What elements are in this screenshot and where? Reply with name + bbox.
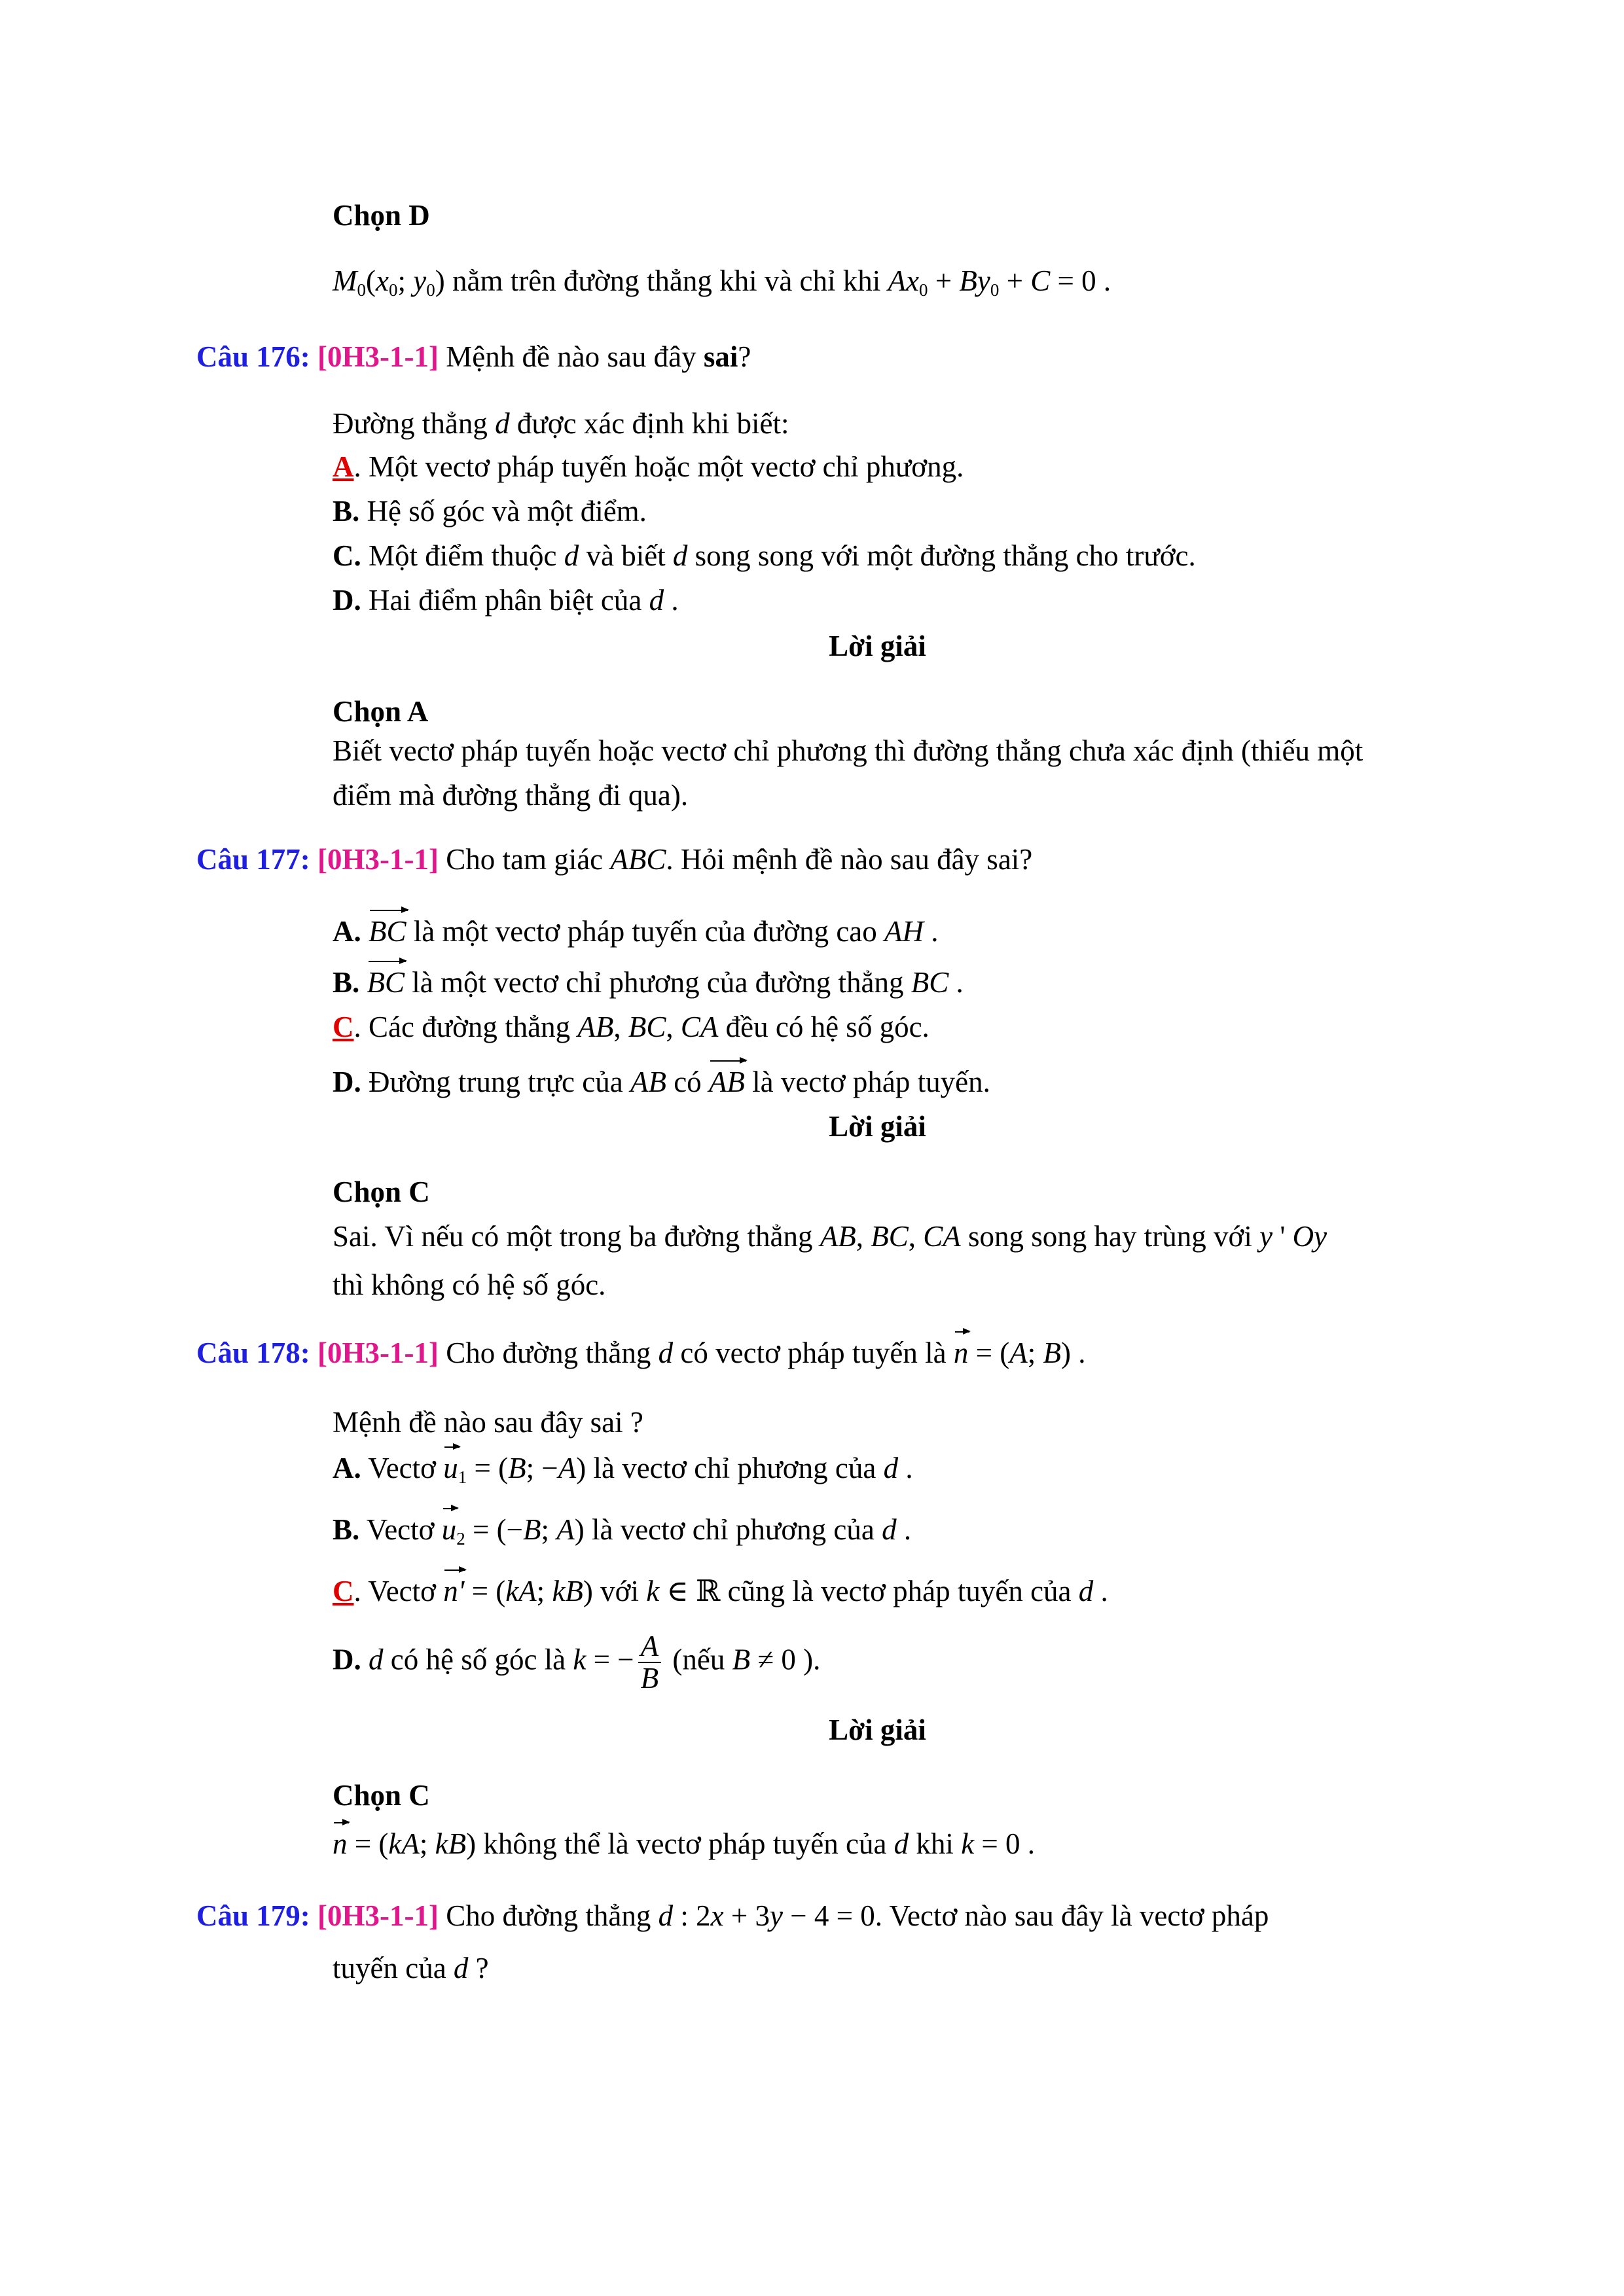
option-d: D. d có hệ số góc là k = − $\frac{A}{B}$ (nếu B ≠ 0 ). — [333, 1630, 821, 1695]
question-tag: [0H3-1-1] — [317, 1336, 439, 1369]
question-177-stem: Câu 177: [0H3-1-1] Cho tam giác ABC. Hỏi mệnh đề nào sau đây sai? — [196, 843, 1033, 876]
choose-answer: Chọn D — [333, 199, 430, 232]
question-tag: [0H3-1-1] — [317, 1899, 439, 1932]
question-label: Câu 179: — [196, 1899, 310, 1932]
question-label: Câu 178: — [196, 1336, 310, 1369]
explanation-cont: thì không có hệ số góc. — [333, 1268, 606, 1301]
question-label: Câu 177: — [196, 843, 310, 876]
question-176-intro: Đường thẳng d được xác định khi biết: — [333, 407, 789, 440]
option-a: A. BC là một vectơ pháp tuyến của đường cao AH . — [333, 915, 939, 948]
question-178-prompt: Mệnh đề nào sau đây sai ? — [333, 1406, 643, 1439]
option-c: C. Các đường thẳng AB, BC, CA đều có hệ số góc. — [333, 1011, 929, 1043]
choose-answer: Chọn A — [333, 695, 429, 728]
option-b: B. BC là một vectơ chỉ phương của đường thẳng BC . — [333, 966, 964, 999]
question-176-stem: Câu 176: [0H3-1-1] Mệnh đề nào sau đây sai? — [196, 340, 751, 373]
option-c: C. Vectơ n' = (kA; kB) với k ∈ ℝ cũng là vectơ pháp tuyến của d . — [333, 1575, 1108, 1607]
choose-answer: Chọn C — [333, 1779, 430, 1812]
question-179-stem-cont: tuyến của d ? — [333, 1952, 489, 1984]
explanation: n = (kA; kB) không thể là vectơ pháp tuyến của d khi k = 0 . — [333, 1827, 1036, 1860]
condition-line: $M_0(x_0$; $y_0$) nằm trên đường thẳng khi và chỉ khi $Ax_0 + By_0 + C = 0$ . — [333, 264, 1111, 300]
option-d: D. Đường trung trực của AB có AB là vectơ pháp tuyến. — [333, 1066, 990, 1098]
solution-heading: Lời giải — [829, 630, 926, 662]
option-b: B. Hệ số góc và một điểm. — [333, 495, 647, 528]
question-178-stem: Câu 178: [0H3-1-1] Cho đường thẳng d có vectơ pháp tuyến là n = (A; B) . — [196, 1336, 1086, 1369]
option-c: C. Một điểm thuộc d và biết d song song với một đường thẳng cho trước. — [333, 539, 1196, 572]
choose-answer: Chọn C — [333, 1175, 430, 1208]
solution-heading: Lời giải — [829, 1713, 926, 1746]
option-d: D. Hai điểm phân biệt của d . — [333, 584, 679, 617]
question-tag: [0H3-1-1] — [317, 843, 439, 876]
question-179-stem: Câu 179: [0H3-1-1] Cho đường thẳng d : 2x + 3y − 4 = 0. Vectơ nào sau đây là vectơ pháp — [196, 1899, 1269, 1932]
explanation: Biết vectơ pháp tuyến hoặc vectơ chỉ phương thì đường thẳng chưa xác định (thiếu một điểm mà đường thẳng đi qua). — [333, 734, 1363, 812]
solution-heading: Lời giải — [829, 1110, 926, 1143]
option-a: A. Một vectơ pháp tuyến hoặc một vectơ chỉ phương. — [333, 450, 964, 483]
option-a: A. Vectơ $u_1 = (B$; −A) là vectơ chỉ phương của d . — [333, 1452, 913, 1488]
option-b: B. Vectơ $u_2 = (-B$; A) là vectơ chỉ phương của d . — [333, 1513, 912, 1549]
question-label: Câu 176: — [196, 340, 310, 373]
explanation: Sai. Vì nếu có một trong ba đường thẳng AB, BC, CA song song hay trùng với y ' Oy — [333, 1220, 1327, 1253]
question-tag: [0H3-1-1] — [317, 340, 439, 373]
